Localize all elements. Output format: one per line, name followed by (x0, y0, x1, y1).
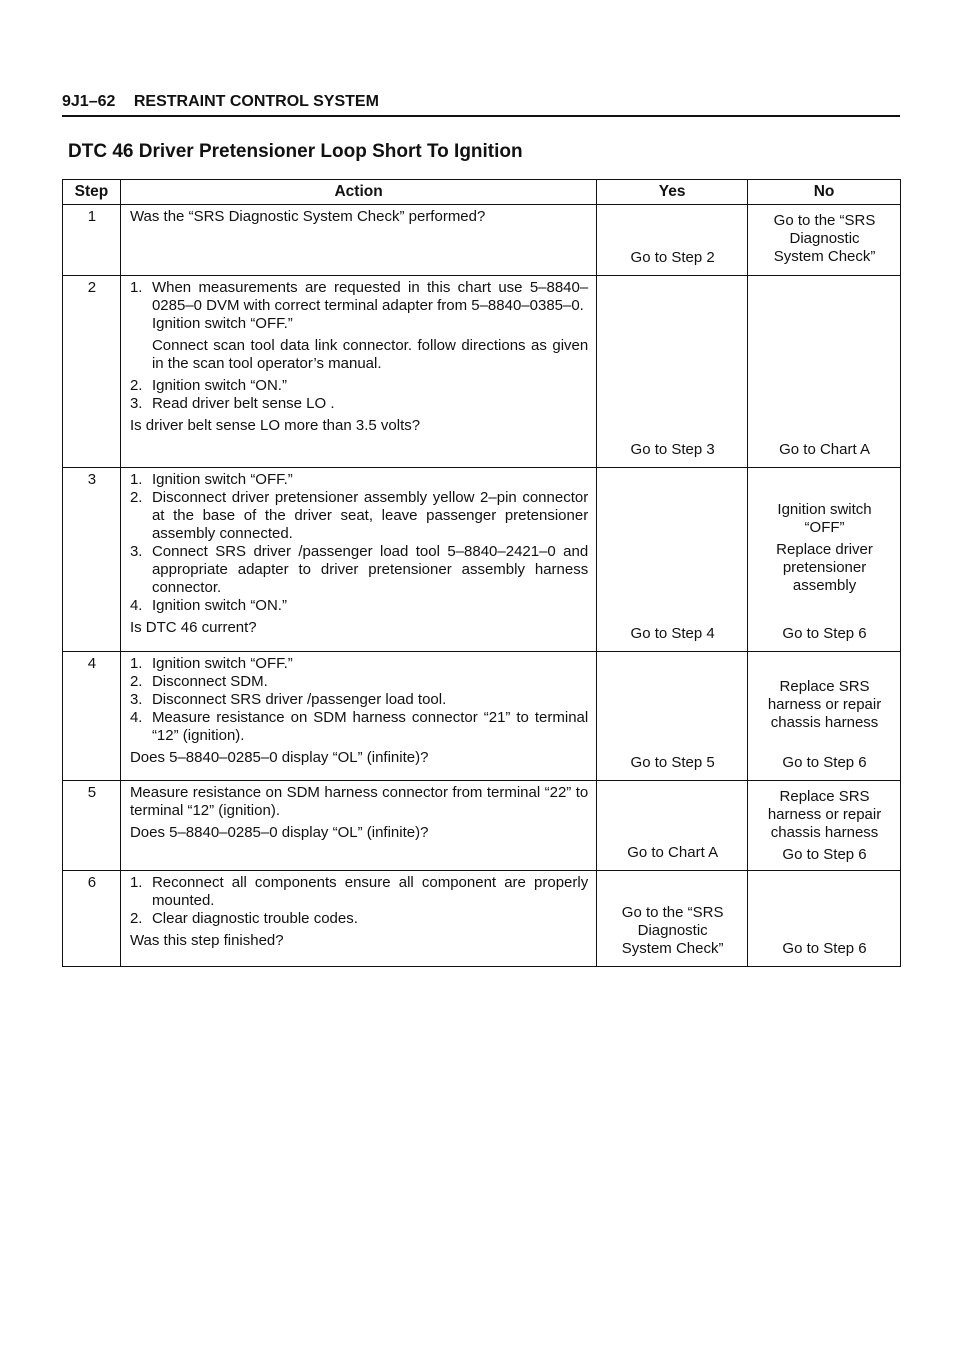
yes-cell (597, 781, 748, 871)
no-result-text: System Check” (773, 248, 876, 265)
no-result-text: Go to Step 6 (782, 625, 867, 642)
action-step-text: Ignition switch “OFF.” (151, 471, 293, 488)
no-cell (748, 652, 901, 781)
action-list-item (130, 543, 588, 597)
action-step-text: Ignition switch “OFF.” (151, 655, 293, 672)
no-result-text: Go to Step 6 (782, 940, 867, 957)
no-action-text: Ignition switch (777, 501, 872, 518)
action-step-text: Read driver belt sense LO . (151, 395, 335, 412)
action-list-item (130, 910, 588, 928)
step-number: 4 (63, 652, 121, 781)
page-title: DTC 46 Driver Pretensioner Loop Short To Ignition (68, 141, 523, 162)
no-cell (748, 781, 901, 871)
item-number: 1. (129, 279, 143, 296)
action-list-item (130, 709, 588, 745)
step-number: 3 (63, 468, 121, 652)
yes-result-text: Go to Chart A (627, 844, 719, 861)
yes-cell (597, 652, 748, 781)
action-list-item (130, 395, 588, 413)
no-action-text: Replace SRS (779, 788, 870, 805)
item-number: 3. (129, 395, 143, 412)
yes-result-text: Go to Step 5 (630, 754, 715, 771)
item-number: 2. (129, 489, 143, 506)
column-header-yes: Yes (597, 180, 748, 205)
action-question-text: Is DTC 46 current? (129, 619, 257, 636)
action-cell (120, 652, 596, 781)
page-code: 9J1–62 (62, 93, 116, 110)
action-question-text: Measure resistance on SDM harness connector from terminal “22” to terminal “12” (ignition). (129, 784, 589, 819)
action-continuation-text: Ignition switch “OFF.” (151, 315, 293, 332)
action-step-text: Disconnect SDM. (151, 673, 268, 690)
action-continuation-text: Connect scan tool data link connector. follow directions as given in the scan tool operator’s manual. (151, 337, 589, 372)
no-action-text: Replace SRS (779, 677, 870, 695)
action-cell (120, 871, 596, 967)
yes-cell (597, 871, 748, 967)
table-row (63, 781, 901, 871)
action-question-text: Was the “SRS Diagnostic System Check” performed? (129, 208, 486, 225)
action-list-item (130, 691, 588, 709)
action-cell (120, 781, 596, 871)
no-cell (748, 205, 901, 276)
step-number: 6 (63, 871, 121, 967)
yes-result-text: Go to Step 2 (630, 249, 715, 266)
item-number: 3. (129, 543, 143, 560)
diagnostic-table (62, 179, 901, 967)
yes-cell (597, 468, 748, 652)
no-action-text: assembly (792, 577, 857, 594)
table-row (63, 276, 901, 468)
no-result-text: Go to Step 6 (782, 846, 867, 863)
no-action-text: chassis harness (770, 824, 879, 841)
no-cell (748, 276, 901, 468)
action-list-item (130, 655, 588, 673)
yes-cell (597, 276, 748, 468)
table-row (63, 871, 901, 967)
no-action-text: pretensioner (782, 559, 867, 576)
item-number: 2. (129, 673, 143, 690)
item-number: 4. (129, 709, 143, 726)
table-row (63, 205, 901, 276)
item-number: 1. (129, 471, 143, 488)
table-row (63, 652, 901, 781)
section-title: RESTRAINT CONTROL SYSTEM (133, 93, 379, 110)
no-result-text: Go to Step 6 (782, 754, 867, 771)
no-result-text: Go to the “SRS (773, 212, 876, 229)
item-number: 1. (129, 874, 143, 891)
item-number: 2. (129, 910, 143, 927)
yes-result-text: Diagnostic (637, 922, 708, 939)
action-question-text: Is driver belt sense LO more than 3.5 volts? (129, 417, 421, 434)
yes-result-text: Go to the “SRS (621, 904, 724, 921)
no-result-text: Go to Chart A (779, 441, 870, 458)
no-action-text: harness or repair (767, 695, 882, 713)
action-step-text: Connect SRS driver /passenger load tool 5–8840–2421–0 and appropriate adapter to driver pretensioner assembly harness connector. (151, 543, 589, 596)
action-cell (120, 468, 596, 652)
no-cell (748, 468, 901, 652)
column-header-no: No (748, 180, 901, 205)
item-number: 4. (129, 597, 143, 614)
action-step-text: Disconnect driver pretensioner assembly yellow 2–pin connector at the base of the driver seat, leave passenger pretensioner assembly connected. (151, 489, 589, 542)
step-number: 5 (63, 781, 121, 871)
action-cell (120, 205, 596, 276)
step-number: 1 (63, 205, 121, 276)
item-number: 1. (129, 655, 143, 672)
action-list-item (130, 279, 588, 315)
action-step-text: Disconnect SRS driver /passenger load tool. (151, 691, 447, 708)
no-action-text: Replace driver (776, 541, 873, 558)
no-action-text: harness or repair (767, 806, 882, 823)
no-action-text: “OFF” (804, 519, 845, 536)
no-action-text: chassis harness (770, 713, 879, 731)
action-step-text: Reconnect all components ensure all component are properly mounted. (151, 874, 589, 909)
action-step-text: Ignition switch “ON.” (151, 597, 287, 614)
action-cell (120, 276, 596, 468)
page-header (62, 92, 900, 117)
action-list-item (130, 377, 588, 395)
no-result-text: Diagnostic (789, 230, 860, 247)
action-step-text: Measure resistance on SDM harness connector “21” to terminal “12” (ignition). (151, 709, 589, 744)
step-number: 2 (63, 276, 121, 468)
action-question-text: Does 5–8840–0285–0 display “OL” (infinite)? (129, 749, 429, 766)
yes-result-text: System Check” (621, 940, 724, 957)
table-row (63, 468, 901, 652)
action-list-item (130, 471, 588, 489)
action-step-text: When measurements are requested in this chart use 5–8840–0285–0 DVM with correct terminal adapter from 5–8840–0385–0. (151, 279, 589, 314)
action-step-text: Ignition switch “ON.” (151, 377, 287, 394)
column-header-step: Step (63, 180, 121, 205)
action-question-text: Does 5–8840–0285–0 display “OL” (infinite)? (129, 824, 429, 841)
yes-result-text: Go to Step 4 (630, 625, 715, 642)
action-list-item (130, 489, 588, 543)
action-list-item (130, 597, 588, 615)
table-header-row (63, 180, 901, 205)
item-number: 3. (129, 691, 143, 708)
action-list-item (130, 874, 588, 910)
action-question-text: Was this step finished? (129, 932, 284, 949)
yes-cell (597, 205, 748, 276)
yes-result-text: Go to Step 3 (630, 441, 715, 458)
action-step-text: Clear diagnostic trouble codes. (151, 910, 358, 927)
item-number: 2. (129, 377, 143, 394)
action-list-item (130, 673, 588, 691)
no-cell (748, 871, 901, 967)
column-header-action: Action (120, 180, 596, 205)
